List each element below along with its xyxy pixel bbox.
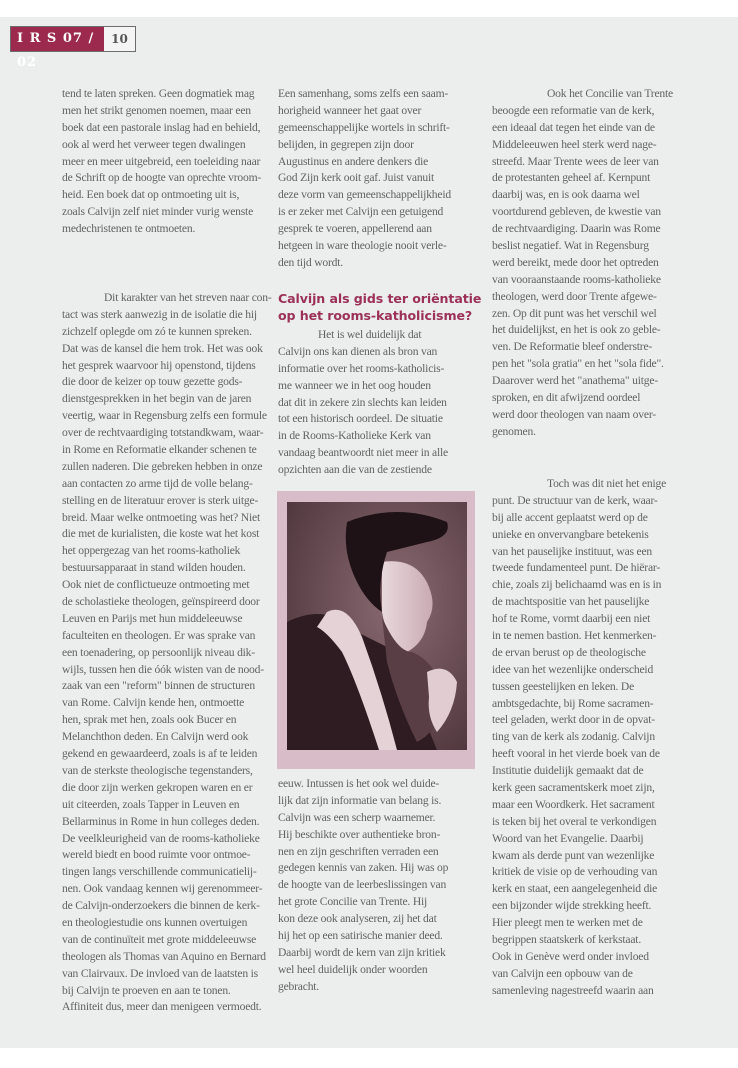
text-line: dienstgesprekken in het begin van de jaren: [62, 392, 252, 406]
text-line: Toch was dit niet het enige: [547, 477, 667, 490]
text-line: heid. Een boek dat op ontmoeting uit is,: [62, 188, 240, 202]
portrait-frame: [277, 491, 475, 769]
text-line: theologen, werd door Trente afgewe-: [492, 289, 657, 303]
text-line: over de rechtvaardiging totstandkwam, waar-: [62, 426, 264, 440]
issue-badge: [10, 26, 136, 70]
text-line: Daarover werd het "anathema" uitge-: [492, 374, 658, 388]
text-line: vandaag beantwoordt niet meer in alle: [278, 446, 448, 460]
text-line: tact was sterk aanwezig in de isolatie die hij: [62, 307, 257, 321]
text-line: theologen als Thomas van Aquino en Bernard: [62, 949, 266, 963]
text-line: heeft vooral in het vierde boek van de: [492, 747, 660, 761]
paragraph: [492, 86, 697, 441]
text-line: werd bereikt, mede door het optreden: [492, 255, 659, 269]
text-line: ting van de kerk als zodanig. Calvijn: [492, 730, 655, 744]
section-heading: [278, 290, 483, 324]
text-line: samenleving nagestreefd waarin aan: [492, 983, 654, 997]
text-line: die met de kurialisten, die koste wat het kost: [62, 527, 260, 541]
text-line: kwam als derde punt van wezenlijke: [492, 848, 655, 862]
text-line: de hoogte van de leerbeslissingen van: [278, 878, 447, 892]
text-line: een toenadering, op persoonlijk niveau dik-: [62, 645, 255, 659]
text-line: stelling en de literatuur erover is sterk uitge-: [62, 493, 259, 507]
text-line: me wanneer we in het oog houden: [278, 378, 431, 392]
text-line: eeuw. Intussen is het ook wel duide-: [278, 777, 440, 790]
text-line: maar een Woordkerk. Het sacrament: [492, 797, 655, 811]
text-line: zoals Calvijn zelf niet minder vurig wenste: [62, 205, 254, 219]
text-line: breid. Maar welke ontmoeting was het? Niet: [62, 510, 260, 524]
text-line: tend te laten spreken. Geen dogmatiek mag: [62, 87, 255, 100]
text-line: is teken bij het overal te verkondigen: [492, 814, 657, 828]
text-line: Woord van het Evangelie. Daarbij: [492, 831, 644, 845]
text-line: gedegen kennis van zaken. Hij was op: [278, 861, 449, 875]
text-line: men het strikt genomen noemen, maar een: [62, 103, 251, 117]
text-line: het grote Concilie van Trente. Hij: [278, 895, 428, 909]
text-line: gekend en gewaardeerd, zoals is af te leiden: [62, 747, 258, 761]
text-line: van de sterkste theologische tegenstanders,: [62, 763, 253, 777]
text-line: den tijd wordt.: [278, 255, 343, 269]
text-line: sproken, en dit afwijzend oordeel: [492, 391, 641, 405]
text-line: God Zijn kerk ooit gaf. Juist vanuit: [278, 171, 435, 185]
text-line: een bijzonder wijde strekking heeft.: [492, 899, 652, 913]
text-line: kerk en staat, een aangelegenheid die: [492, 882, 658, 896]
paragraph: [278, 327, 483, 479]
paragraph: [492, 476, 697, 1000]
text-line: informatie over het rooms-katholicis-: [278, 361, 445, 375]
text-line: tussen geestelijken en leken. De: [492, 679, 635, 693]
text-line: gemeenschappelijke wortels in schrift-: [278, 120, 450, 134]
text-line: Ook niet de conflictueuze ontmoeting met: [62, 578, 250, 592]
text-line: bij Calvijn te proeven en aan te tonen.: [62, 983, 231, 997]
text-line: de ervan berust op de theologische: [492, 645, 646, 659]
text-line: hij het op een satirische manier deed.: [278, 929, 443, 943]
text-line: idee van het wezenlijke onderscheid: [492, 662, 654, 676]
text-line: medechristenen te ontmoeten.: [62, 222, 196, 236]
text-line: in de Rooms-Katholieke Kerk van: [278, 429, 431, 443]
text-line: is er zeker met Calvijn een getuigend: [278, 205, 444, 219]
text-line: veertig, waar in Regensburg zelfs een formule: [62, 409, 267, 423]
text-line: Augustinus en andere denkers die: [278, 154, 429, 168]
text-line: het oppergezag van het rooms-katholiek: [62, 544, 241, 558]
text-line: van vooraanstaande rooms-katholieke: [492, 272, 661, 286]
text-line: de protestanten geheel af. Kernpunt: [492, 171, 651, 185]
text-line: beslist negatief. Wat in Regensburg: [492, 239, 649, 253]
text-line: wel heel duidelijk onder woorden: [278, 962, 428, 976]
text-line: wijls, tussen hen die óók wisten van de nood-: [62, 662, 264, 676]
text-line: kon deze ook analyseren, zij het dat: [278, 912, 437, 926]
text-line: kerk geen sacramentskerk moet zijn,: [492, 781, 655, 795]
text-line: punt. De structuur van de kerk, waar-: [492, 493, 658, 507]
text-line: genomen.: [492, 424, 536, 438]
text-line: Institutie duidelijk gemaakt dat de: [492, 764, 644, 778]
text-line: de rechtvaardiging. Daarin was Rome: [492, 222, 661, 236]
text-line: beoogde een reformatie van de kerk,: [492, 103, 655, 117]
text-line: ambtsgedachte, bij Rome sacramen-: [492, 696, 654, 710]
text-line: bestuursapparaat in stand wilden houden.: [62, 561, 246, 575]
text-line: Dat was de kansel die hem trok. Het was ook: [62, 341, 263, 355]
paragraph: [278, 86, 483, 272]
text-line: Calvijn was een scherp waarnemer.: [278, 810, 436, 824]
text-line: Ook in Genève werd onder invloed: [492, 949, 649, 963]
text-line: Hier pleegt men te werken met de: [492, 916, 643, 930]
text-line: Leuven en Parijs met hun middeleeuwse: [62, 611, 243, 625]
text-line: aan contacten zo arme tijd de volle belang-: [62, 476, 253, 490]
text-line: van de continuïteit met grote middeleeuwse: [62, 932, 257, 946]
text-line: daarbij was, en is ook daarna wel: [492, 188, 640, 202]
text-line: zullen naderen. Die gebreken hebben in onze: [62, 459, 263, 473]
text-line: deze vorm van gemeenschappelijkheid: [278, 188, 451, 202]
issue-label: I R S 07 / 02: [11, 27, 104, 51]
text-line: Calvijn ons kan dienen als bron van: [278, 344, 438, 358]
text-line: faculteiten en theologen. Er was sprake van: [62, 628, 256, 642]
text-line: die door zijn werken gekropen waren en er: [62, 780, 253, 794]
text-line: opzichten aan die van de zestiende: [278, 463, 432, 477]
text-line: gesprek te voeren, appellerend aan: [278, 222, 432, 236]
text-line: begrippen staatskerk of kerkstaat.: [492, 933, 642, 947]
section-heading-line: Calvijn als gids ter oriëntatie: [278, 291, 482, 306]
text-line: zaak van een "reform" binnen de structuren: [62, 679, 255, 693]
text-line: tot een historisch oordeel. De situatie: [278, 412, 443, 426]
text-line: wereld biedt en bood ruimte voor ontmoe-: [62, 848, 251, 862]
text-line: chie, zoals zij belichaamd was en is in: [492, 578, 662, 592]
text-line: die door de keizer op touw gezette gods-: [62, 375, 243, 389]
text-line: tweede fundamenteel punt. De hiërar-: [492, 561, 661, 575]
text-line: unieke en onvervangbare betekenis: [492, 527, 649, 541]
paragraph: [62, 86, 267, 238]
text-line: hof te Rome, vormt daarbij een niet: [492, 612, 651, 626]
text-line: de scholastieke theologen, geïnspireerd door: [62, 595, 260, 609]
text-line: Het is wel duidelijk dat: [318, 328, 422, 341]
text-line: kritiek de visie op de verhouding van: [492, 865, 658, 879]
text-line: van Clairvaux. De invloed van de laatsten is: [62, 966, 258, 980]
text-line: het duidelijkst, en het is ook zo geble-: [492, 323, 661, 337]
text-line: in te nemen bastion. Het kenmerken-: [492, 629, 657, 643]
text-line: meer en meer uitgebreid, een toeleiding naar: [62, 154, 261, 168]
text-line: in Rome en Reformatie elkander schenen te: [62, 443, 257, 457]
text-line: Dit karakter van het streven naar con-: [104, 291, 272, 304]
text-line: van Calvijn een opbouw van de: [492, 966, 633, 980]
text-line: lijk dat zijn informatie van belang is.: [278, 793, 442, 807]
text-line: het gesprek waarvoor hij openstond, tijdens: [62, 358, 256, 372]
text-line: uit citeerden, zoals Tapper in Leuven en: [62, 797, 240, 811]
text-line: Ook het Concilie van Trente: [547, 87, 673, 100]
text-line: Affiniteit dus, meer dan menigeen vermoedt.: [62, 1000, 262, 1014]
text-line: van Rome. Calvijn kende hen, ontmoette: [62, 696, 245, 710]
text-line: hetgeen in ware theologie nooit verle-: [278, 239, 447, 253]
text-line: bij alle accent geplaatst werd op de: [492, 510, 648, 524]
text-line: ven. De Reformatie bleef onderstre-: [492, 340, 653, 354]
section-heading-line: op het rooms-katholicisme?: [278, 308, 473, 323]
text-line: Een samenhang, soms zelfs een saam-: [278, 87, 449, 100]
text-line: De veelkleurigheid van de rooms-katholieke: [62, 831, 260, 845]
text-line: horigheid wanneer het gaat over: [278, 103, 422, 117]
text-line: boek dat een pastorale inslag had en behield,: [62, 120, 261, 134]
text-line: Melanchthon deden. En Calvijn werd ook: [62, 730, 249, 744]
text-line: nen. Ook vandaag kennen wij gerenommeer-: [62, 882, 263, 896]
text-line: belijden, in gegrepen zijn door: [278, 137, 414, 151]
text-line: teel geladen, werkt door in de opvat-: [492, 713, 655, 727]
text-line: een ideaal dat tegen het einde van de: [492, 120, 655, 134]
text-line: tingen langs verschillende communicatielij-: [62, 865, 257, 879]
text-line: hen, sprak met hen, zoals ook Bucer en: [62, 713, 237, 727]
text-line: Daarbij wordt de kern van zijn kritiek: [278, 945, 446, 959]
text-line: en theologiestudie ons kunnen overtuigen: [62, 915, 248, 929]
paragraph: [62, 290, 272, 1016]
text-line: pen het "sola gratia" en het "sola fide".: [492, 357, 664, 371]
calvin-portrait-image: [287, 502, 467, 750]
text-line: streefd. Maar Trente wees de leer van: [492, 154, 659, 168]
page-number: 10: [104, 27, 135, 51]
text-line: de Calvijn-onderzoekers die binnen de kerk-: [62, 899, 260, 913]
text-line: Bellarminus in Rome in hun colleges deden.: [62, 814, 260, 828]
paragraph: [278, 776, 483, 996]
text-line: ook al werd het verweer tegen dwalingen: [62, 137, 246, 151]
text-line: zichzelf oplegde om zó te kunnen spreken.: [62, 324, 252, 338]
text-line: Hij beschikte over authentieke bron-: [278, 827, 441, 841]
text-line: voortdurend gebleven, de kwestie van: [492, 205, 661, 219]
text-line: zen. Op dit punt was het verschil wel: [492, 306, 657, 320]
text-line: gebracht.: [278, 979, 320, 993]
text-line: nen en zijn geschriften verraden een: [278, 844, 439, 858]
text-line: de machtspositie van het pauselijke: [492, 595, 650, 609]
text-line: werd door theologen van naam over-: [492, 407, 656, 421]
text-line: de Schrift op de hoogte van oprechte vroom-: [62, 171, 262, 185]
text-line: van het pauselijke instituut, was een: [492, 544, 653, 558]
text-line: dat dit in zekere zin slechts kan leiden: [278, 395, 447, 409]
text-line: Middeleeuwen heel sterk werd nage-: [492, 137, 657, 151]
